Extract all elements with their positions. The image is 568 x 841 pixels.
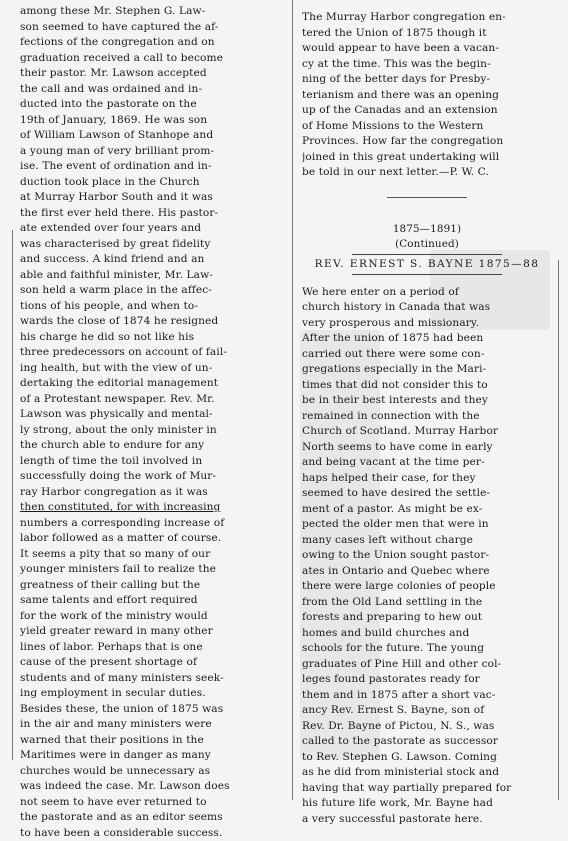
text-line: able and faithful minister, Mr. Law- [20,268,278,284]
text-line: numbers a corresponding increase of [20,516,278,532]
text-line: haps helped their case, for they [302,471,552,487]
text-line: the pastorate and as an editor seems [20,810,278,826]
heading-rule [352,254,502,255]
text-line: After the union of 1875 had been [302,331,552,347]
text-line: a very successful pastorate here. [302,812,552,828]
text-line: to Rev. Stephen G. Lawson. Coming [302,750,552,766]
text-line: ing employment in secular duties. [20,686,278,702]
text-line: son held a warm place in the affec- [20,283,278,299]
left-column [20,0,278,841]
text-line: their pastor. Mr. Lawson accepted [20,66,278,82]
text-line: and being vacant at the time per- [302,455,552,471]
text-line: leges found pastorates ready for [302,672,552,688]
text-line: his future life work, Mr. Bayne had [302,796,552,812]
text-line: Rev. Dr. Bayne of Pictou, N. S., was [302,719,552,735]
text-line: cause of the present shortage of [20,655,278,671]
text-line: the first ever held there. His pastor- [20,206,278,222]
text-line: The Murray Harbor congregation en- [302,10,552,26]
text-line: duction took place in the Church [20,175,278,191]
text-line: a young man of very brilliant prom- [20,144,278,160]
text-line: the church able to endure for any [20,438,278,454]
text-line: in the air and many ministers were [20,717,278,733]
text-line: Church of Scotland. Murray Harbor [302,424,552,440]
text-line: wards the close of 1874 he resigned [20,314,278,330]
text-line: owing to the Union sought pastor- [302,548,552,564]
text-line: ate extended over four years and [20,221,278,237]
text-line: ancy Rev. Ernest S. Bayne, son of [302,703,552,719]
text-line: ly strong, about the only minister in [20,423,278,439]
text-line: son seemed to have captured the af- [20,20,278,36]
text-line: ment of a pastor. As might be ex- [302,502,552,518]
text-line: We here enter on a period of [302,285,552,301]
text-line: ing health, but with the view of un- [20,361,278,377]
text-line: joined in this great undertaking will [302,150,552,166]
text-line: as he did from ministerial stock and [302,765,552,781]
text-line: carried out there were some con- [302,347,552,363]
column-rule-right [558,260,559,800]
section-title: REV. ERNEST S. BAYNE 1875—88 [302,257,552,272]
text-line: cy at the time. This was the begin- [302,57,552,73]
text-line: of Home Missions to the Western [302,119,552,135]
text-line: schools for the future. The young [302,641,552,657]
column-rule-left [12,230,13,760]
text-line: warned that their positions in the [20,733,278,749]
text-line: ray Harbor congregation as it was [20,485,278,501]
text-line: tions of his people, and when to- [20,299,278,315]
text-line: of William Lawson of Stanhope and [20,128,278,144]
text-line: fections of the congregation and on [20,35,278,51]
text-line: at Murray Harbor South and it was [20,190,278,206]
section-continued: (Continued) [302,237,552,252]
text-line: labor followed as a matter of course. [20,531,278,547]
section-years: 1875—1891) [302,222,552,237]
text-line: very prosperous and missionary. [302,316,552,332]
text-line: church history in Canada that was [302,300,552,316]
right-column [302,0,552,827]
text-line: lines of labor. Perhaps that is one [20,640,278,656]
text-line: terianism and there was an opening [302,88,552,104]
section-heading [302,222,552,275]
text-line: called to the pastorate as successor [302,734,552,750]
text-line: the call and was ordained and in- [20,82,278,98]
text-line: there were large colonies of people [302,579,552,595]
section-body [302,285,552,828]
text-line: ates in Ontario and Quebec where [302,564,552,580]
text-line: to have been a considerable success. [20,826,278,841]
article-end-rule [387,197,467,198]
text-line: for the work of the ministry would [20,609,278,625]
text-line: them and in 1875 after a short vac- [302,688,552,704]
column-rule-center [292,0,293,800]
text-line: from the Old Land settling in the [302,595,552,611]
text-line: 19th of January, 1869. He was son [20,113,278,129]
text-line: many cases left without charge [302,533,552,549]
text-line: remained in connection with the [302,409,552,425]
text-line: of a Protestant newspaper. Rev. Mr. [20,392,278,408]
text-line: ning of the better days for Presby- [302,72,552,88]
text-line: North seems to have come in early [302,440,552,456]
text-line: dertaking the editorial management [20,376,278,392]
text-line: having that way partially prepared for [302,781,552,797]
text-line: was indeed the case. Mr. Lawson does [20,779,278,795]
text-line: forests and preparing to hew out [302,610,552,626]
text-line: then constituted, for with increasing [20,500,278,516]
text-line: It seems a pity that so many of our [20,547,278,563]
text-line: yield greater reward in many other [20,624,278,640]
text-line: length of time the toil involved in [20,454,278,470]
text-line: seemed to have desired the settle- [302,486,552,502]
text-line: greatness of their calling but the [20,578,278,594]
text-line: ise. The event of ordination and in- [20,159,278,175]
text-line: graduation received a call to become [20,51,278,67]
text-line: be told in our next letter.—P. W. C. [302,165,552,181]
text-line: not seem to have ever returned to [20,795,278,811]
text-line: students and of many ministers seek- [20,671,278,687]
text-line: pected the older men that were in [302,517,552,533]
text-line: younger ministers fail to realize the [20,562,278,578]
text-line: would appear to have been a vacan- [302,41,552,57]
text-line: ducted into the pastorate on the [20,97,278,113]
text-line: among these Mr. Stephen G. Law- [20,4,278,20]
heading-rule [352,274,502,275]
text-line: up of the Canadas and an extension [302,103,552,119]
text-line: graduates of Pine Hill and other col- [302,657,552,673]
text-line: gregations especially in the Mari- [302,362,552,378]
text-line: and success. A kind friend and an [20,252,278,268]
text-line: Besides these, the union of 1875 was [20,702,278,718]
text-line: same talents and effort required [20,593,278,609]
text-line: was characterised by great fidelity [20,237,278,253]
text-line: three predecessors on account of fail- [20,345,278,361]
text-line: churches would be unnecessary as [20,764,278,780]
text-line: Lawson was physically and mental- [20,407,278,423]
text-line: Maritimes were in danger as many [20,748,278,764]
text-line: tered the Union of 1875 though it [302,26,552,42]
text-line: homes and build churches and [302,626,552,642]
text-line: Provinces. How far the congregation [302,134,552,150]
text-line: be in their best interests and they [302,393,552,409]
text-line: times that did not consider this to [302,378,552,394]
text-line: successfully doing the work of Mur- [20,469,278,485]
text-line: his charge he did so not like his [20,330,278,346]
